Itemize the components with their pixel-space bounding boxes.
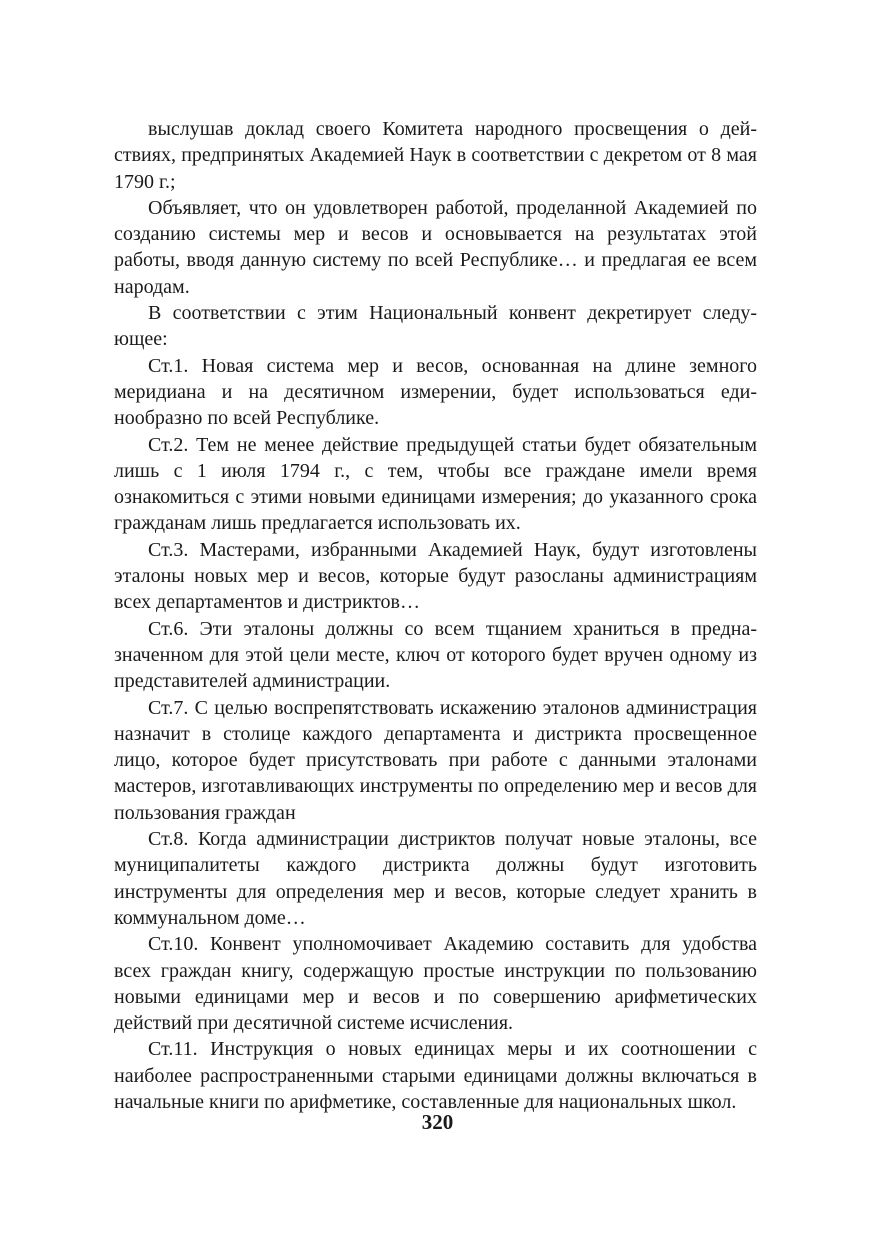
article-10: Ст.10. Конвент уполномочивает Академию составить для удобства всех граждан книгу, содержащую простые инструкции по пользованию новыми единицами мер и весов и по совершению арифметических действий при десятичной системе исчисления. <box>114 933 757 1035</box>
article-1: Ст.1. Новая система мер и весов, основанная на длине земного меридиана и на десятичном измерении, будет использоваться единообразно по всей Республике. <box>114 354 757 430</box>
page-number: 320 <box>421 1110 454 1134</box>
page-body <box>114 116 757 1115</box>
article-7: Ст.7. С целью воспрепятствовать искажению эталонов администрация назначит в столице каждого департамента и дистрикта просвещенное лицо, которое будет присутствовать при работе с данными эталонами мастеров, изготавливающих инструменты по определению мер и весов для пользования граждан <box>114 696 757 824</box>
article-8: Ст.8. Когда администрации дистриктов получат новые эталоны, все муниципалитеты каждого дистрикта должны будут изготовить инструменты для определения мер и весов, которые следует хранить в коммунальном доме… <box>114 828 757 929</box>
paragraph: выслушав доклад своего Комитета народного просвещения о действиях, предпринятых Академией Наук в соответствии с декретом от 8 мая 1790 г.; <box>114 118 757 193</box>
article-11: Ст.11. Инструкция о новых единицах меры и их соотношении с наиболее распространенными старыми единицами должны включаться в начальные книги по арифметике, составленные для национальных школ. <box>114 1038 757 1113</box>
paragraph: В соответствии с этим Национальный конвент декретирует следующее: <box>114 302 757 351</box>
paragraph: Объявляет, что он удовлетворен работой, проделанной Академией по созданию системы мер и весов и основывается на результатах этой работы, вводя данную систему по всей Республике… и предлагая ее всем народам. <box>114 196 757 298</box>
article-3: Ст.3. Мастерами, избранными Академией Наук, будут изготовлены эталоны новых мер и весов, которые будут разосланы администрациям всех департаментов и дистриктов… <box>114 538 757 614</box>
article-2: Ст.2. Тем не менее действие предыдущей статьи будет обязательным лишь с 1 июля 1794 г., с тем, чтобы все граждане имели время ознакомиться с этими новыми единицами измерения; до указанного срока гражданам лишь предлагается использовать их. <box>114 433 757 535</box>
article-6: Ст.6. Эти эталоны должны со всем тщанием храниться в предназначенном для этой цели месте, ключ от которого будет вручен одному из представителей администрации. <box>114 617 757 693</box>
